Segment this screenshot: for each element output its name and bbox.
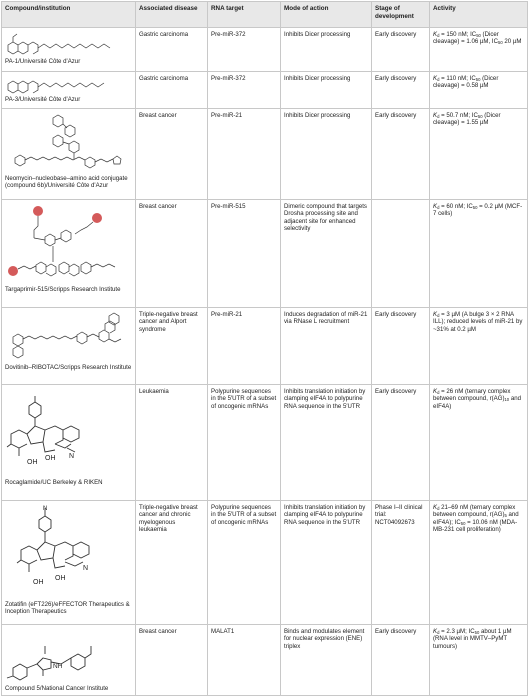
target-cell: Pre-miR-372 (208, 28, 281, 72)
compound-cell (2, 72, 136, 109)
target-cell: Pre-miR-21 (208, 109, 281, 200)
activity-cell: $K_d = 26$ nM (ternary complex between compound, $r(AG)_{10}$ and eIF4A) (430, 385, 528, 501)
target-cell: Polypurine sequences in the 5′UTR of a subset of oncogenic mRNAs (208, 501, 281, 625)
compound-cell (2, 308, 136, 385)
table-row (2, 501, 528, 625)
compound-cell (2, 501, 136, 625)
compound-cell (2, 385, 136, 501)
nh-label: NH (53, 663, 63, 670)
n-label: N (69, 453, 75, 460)
activity-cell: $K_d = 3$ µM (A bulge 3 × 2 RNA ILL); reduced levels of miR-21 by ~31% at 0.2 µM (430, 308, 528, 385)
stage-cell: Early discovery (372, 625, 430, 696)
red-marker-icon (33, 206, 43, 216)
header-stage: Stage of development (372, 2, 430, 28)
stage-cell: Early discovery (372, 72, 430, 109)
n-label: N (43, 506, 48, 512)
structure-targaprimir (5, 203, 133, 285)
disease-cell: Gastric carcinoma (136, 28, 208, 72)
stage-cell: Early discovery (372, 28, 430, 72)
table-row (2, 200, 528, 308)
compound-name: Targaprimir-515/Scripps Research Institute (5, 286, 121, 293)
structure-pa1 (5, 31, 133, 57)
header-activity: Activity (430, 2, 528, 28)
stage-cell (372, 200, 430, 308)
structure-neomycin (5, 112, 133, 174)
mode-cell: Induces degradation of miR-21 via RNase L recruitment (281, 308, 372, 385)
target-cell: Polypurine sequences in the 5′UTR of a subset of oncogenic mRNAs (208, 385, 281, 501)
table-row (2, 72, 528, 109)
structure-rocaglamide (5, 388, 133, 478)
stage-cell: Early discovery (372, 385, 430, 501)
activity-cell: $K_d$ 21–69 nM (ternary complex between compound, $r(AG)_5$ and eIF4A); $IC_{50} = 10.06$ nM (MDA-MB-231 cell proliferation) (430, 501, 528, 625)
compound-name: Neomycin–nucleobase–amino acid conjugate (compound 6b)/Université Côte d'Azur (5, 175, 128, 190)
n-label-2: N (83, 565, 89, 572)
activity-cell: $K_d = 150$ nM; $IC_{50}$ (Dicer cleavage) = 1.06 µM, $IC_{50}$ 20 µM (430, 28, 528, 72)
oh-label-2: OH (45, 455, 56, 462)
compound-name: Dovitinib–RIBOTAC/Scripps Research Institute (5, 364, 132, 371)
compound-name: Compound 5/National Cancer Institute (5, 685, 109, 692)
table-row (2, 28, 528, 72)
mode-cell: Inhibits translation initiation by clamping eIF4A to polypurine RNA sequence in the 5′UTR (281, 385, 372, 501)
header-compound: Compound/institution (2, 2, 136, 28)
mode-cell: Inhibits translation initiation by clamping eIF4A to polypurine RNA sequence in the 5′UTR (281, 501, 372, 625)
compound-cell (2, 109, 136, 200)
oh-label-2: OH (55, 575, 66, 582)
compound-name: Zotatifin (eFT226)/eFFECTOR Therapeutics & Inception Therapeutics (5, 601, 130, 616)
structure-dovitinib (5, 311, 133, 363)
compound-name: Rocaglamide/UC Berkeley & RIKEN (5, 479, 103, 486)
oh-label-1: OH (27, 459, 38, 466)
activity-cell: $K_d = 60$ nM; $IC_{50} = 0.2$ µM (MCF-7 cells) (430, 200, 528, 308)
disease-cell: Gastric carcinoma (136, 72, 208, 109)
red-marker-icon (92, 213, 102, 223)
mode-cell: Inhibits Dicer processing (281, 72, 372, 109)
table-header-row (2, 2, 528, 28)
compound-cell (2, 625, 136, 696)
stage-cell: Phase I–II clinical trial: NCT04092673 (372, 501, 430, 625)
disease-cell: Triple-negative breast cancer and chronic myelogenous leukaemia (136, 501, 208, 625)
stage-cell: Early discovery (372, 308, 430, 385)
disease-cell: Leukaemia (136, 385, 208, 501)
disease-cell: Breast cancer (136, 200, 208, 308)
stage-cell: Early discovery (372, 109, 430, 200)
mode-cell: Inhibits Dicer processing (281, 109, 372, 200)
disease-cell: Breast cancer (136, 625, 208, 696)
red-marker-icon (8, 266, 18, 276)
structure-pa3 (5, 75, 133, 95)
table-row (2, 385, 528, 501)
compound-cell (2, 200, 136, 308)
header-disease: Associated disease (136, 2, 208, 28)
compound-name: PA-1/Université Côte d'Azur (5, 58, 81, 65)
activity-cell: $K_d = 2.3$ µM; $IC_{50}$ about 1 µM (RNA level in MMTV–PyMT tumours) (430, 625, 528, 696)
table-row (2, 625, 528, 696)
structure-compound5 (5, 628, 133, 684)
target-cell: Pre-miR-21 (208, 308, 281, 385)
disease-cell: Breast cancer (136, 109, 208, 200)
compound-table (1, 1, 528, 696)
compound-cell (2, 28, 136, 72)
target-cell: Pre-miR-515 (208, 200, 281, 308)
mode-cell: Binds and modulates element for nuclear expression (ENE) triplex (281, 625, 372, 696)
activity-cell: $K_d = 50.7$ nM; $IC_{50}$ (Dicer cleavage) = 1.55 µM (430, 109, 528, 200)
compound-name: PA-3/Université Côte d'Azur (5, 96, 81, 103)
structure-zotatifin (5, 504, 133, 600)
header-mode: Mode of action (281, 2, 372, 28)
activity-cell: $K_d = 110$ nM; $IC_{50}$ (Dicer cleavage) = 0.58 µM (430, 72, 528, 109)
table-row (2, 109, 528, 200)
mode-cell: Inhibits Dicer processing (281, 28, 372, 72)
target-cell: Pre-miR-372 (208, 72, 281, 109)
mode-cell: Dimeric compound that targets Drosha processing site and adjacent site for enhanced selectivity (281, 200, 372, 308)
disease-cell: Triple-negative breast cancer and Alport syndrome (136, 308, 208, 385)
target-cell: MALAT1 (208, 625, 281, 696)
table-row (2, 308, 528, 385)
oh-label-1: OH (33, 579, 44, 586)
header-target: RNA target (208, 2, 281, 28)
